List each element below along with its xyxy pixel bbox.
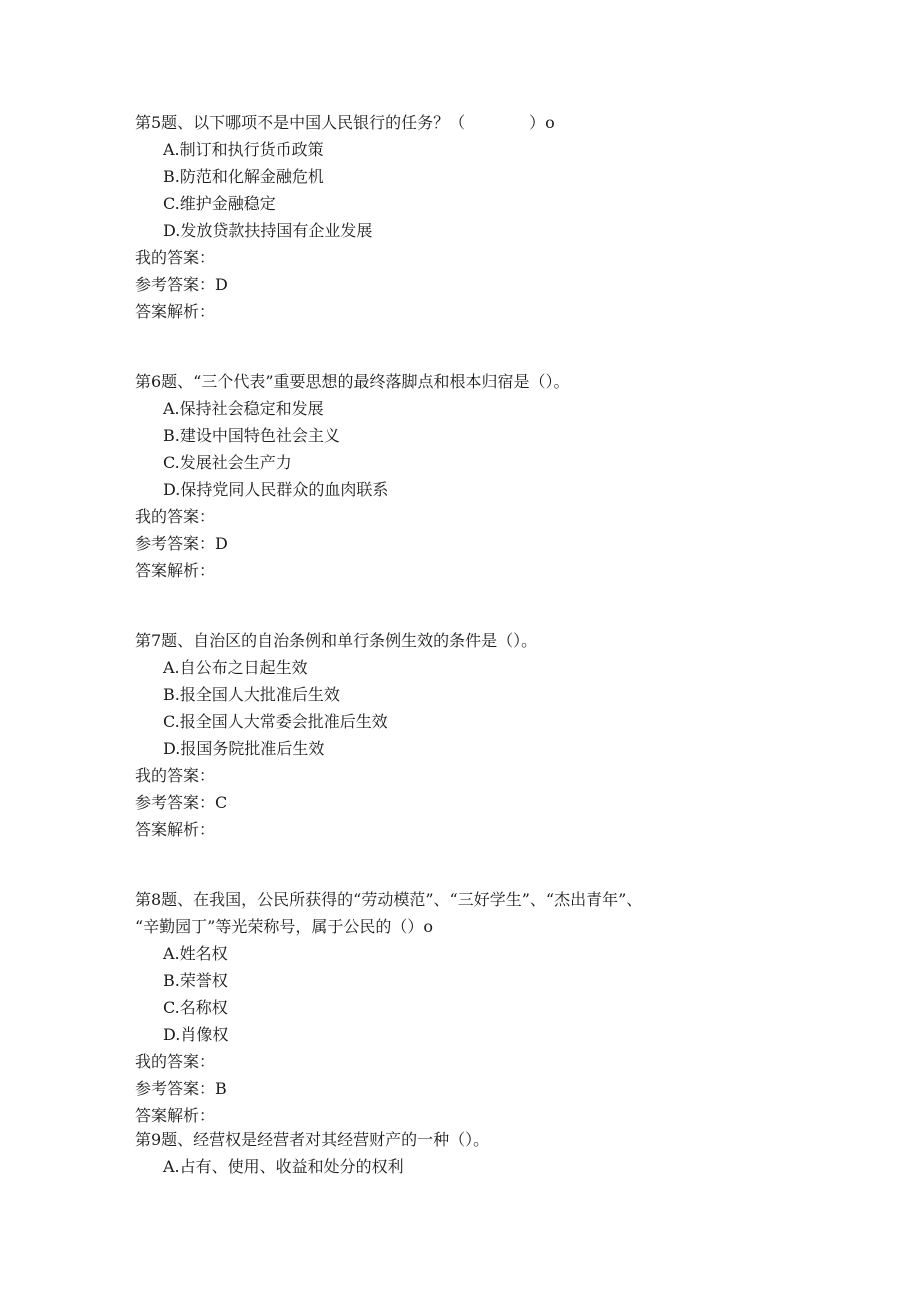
- option-a: A.占有、使用、收益和处分的权利: [163, 1157, 404, 1176]
- question-7: [135, 627, 775, 843]
- option-b: B.建设中国特色社会主义: [163, 426, 340, 445]
- option-a: A.自公布之日起生效: [163, 658, 308, 677]
- my-answer-label: 我的答案：: [135, 248, 216, 267]
- answer-analysis-label: 答案解析：: [135, 820, 216, 839]
- option-b: B.报全国人大批准后生效: [163, 685, 340, 704]
- question-stem: 第5题、以下哪项不是中国人民银行的任务？（ ）o: [135, 113, 555, 132]
- option-a: A.姓名权: [163, 944, 228, 963]
- answer-analysis-label: 答案解析：: [135, 302, 216, 321]
- option-c: C.名称权: [163, 998, 228, 1017]
- option-c: C.维护金融稳定: [163, 194, 276, 213]
- question-stem: 第9题、经营权是经营者对其经营财产的一种（）。: [135, 1130, 490, 1149]
- reference-answer: 参考答案：D: [135, 534, 228, 553]
- option-a: A.保持社会稳定和发展: [163, 399, 324, 418]
- question-5: [135, 109, 775, 325]
- option-c: C.发展社会生产力: [163, 453, 292, 472]
- question-stem-line-1: 第8题、在我国，公民所获得的“劳动模范”、“三好学生”、“杰出青年”、: [135, 890, 643, 909]
- answer-analysis-label: 答案解析：: [135, 1106, 216, 1125]
- question-stem: 第7题、自治区的自治条例和单行条例生效的条件是（）。: [135, 631, 538, 650]
- my-answer-label: 我的答案：: [135, 1052, 216, 1071]
- option-c: C.报全国人大常委会批准后生效: [163, 712, 388, 731]
- question-9: [135, 1126, 775, 1180]
- question-8: [135, 886, 775, 1129]
- question-stem: 第6题、“三个代表”重要思想的最终落脚点和根本归宿是（）。: [135, 372, 570, 391]
- option-d: D.报国务院批准后生效: [163, 739, 325, 758]
- option-b: B.荣誉权: [163, 971, 228, 990]
- option-d: D.肖像权: [163, 1025, 229, 1044]
- question-stem-line-2: “辛勤园丁”等光荣称号，属于公民的（）o: [135, 917, 433, 936]
- option-a: A.制订和执行货币政策: [163, 140, 324, 159]
- option-b: B.防范和化解金融危机: [163, 167, 324, 186]
- reference-answer: 参考答案：B: [135, 1079, 227, 1098]
- reference-answer: 参考答案：C: [135, 793, 228, 812]
- my-answer-label: 我的答案：: [135, 507, 216, 526]
- option-d: D.发放贷款扶持国有企业发展: [163, 221, 373, 240]
- answer-analysis-label: 答案解析：: [135, 561, 216, 580]
- option-d: D.保持党同人民群众的血肉联系: [163, 480, 389, 499]
- reference-answer: 参考答案：D: [135, 275, 228, 294]
- my-answer-label: 我的答案：: [135, 766, 216, 785]
- question-6: [135, 368, 775, 584]
